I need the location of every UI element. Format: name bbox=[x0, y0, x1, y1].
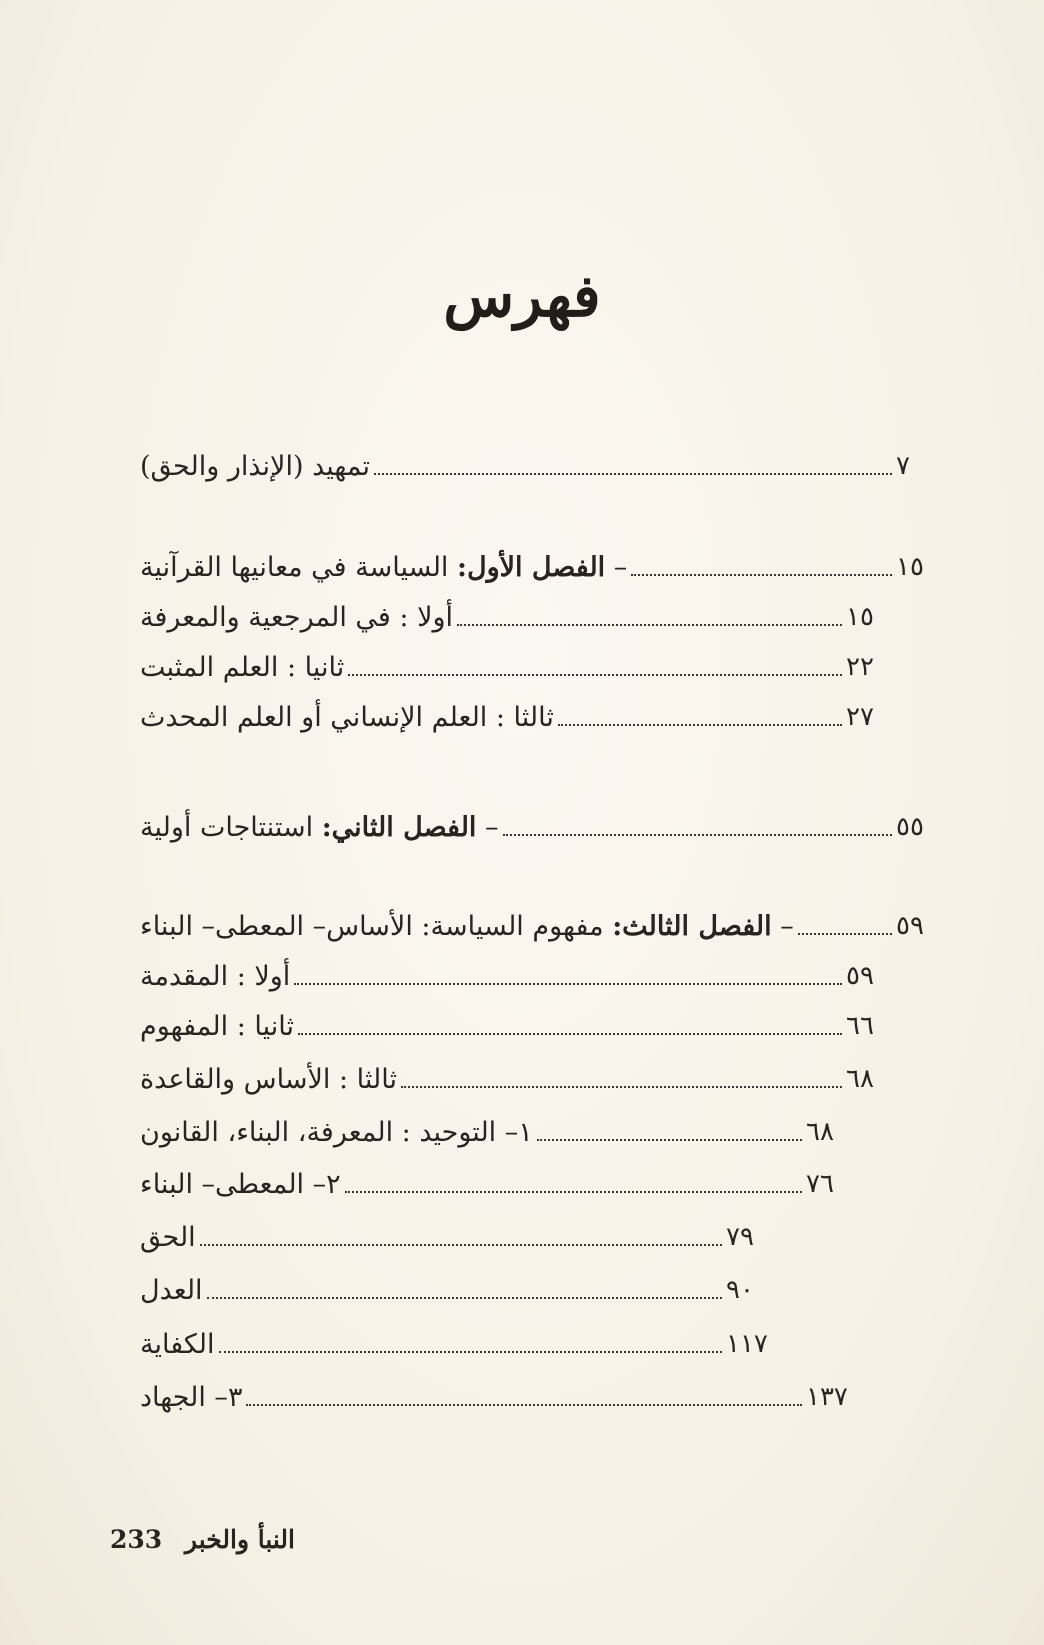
toc-entry-title bbox=[132, 702, 554, 733]
toc-entry-title bbox=[132, 1222, 196, 1253]
toc-entry bbox=[132, 1373, 952, 1421]
toc-page-number: ٢٧ bbox=[846, 702, 874, 732]
toc-entry-dash: – bbox=[771, 910, 794, 942]
toc-entry-title bbox=[132, 1117, 533, 1148]
toc-entry bbox=[132, 1108, 952, 1156]
toc-page-number: ٦٨ bbox=[846, 1064, 874, 1094]
toc-entry-text: استنتاجات أولية bbox=[140, 811, 322, 843]
toc-entry-text: الكفاية bbox=[140, 1328, 215, 1360]
toc-entry-title bbox=[132, 812, 499, 843]
toc-entry-text: مفهوم السياسة: الأساس– المعطى– البناء bbox=[140, 910, 613, 942]
toc-entry-text: ثانيا : العلم المثبت bbox=[140, 651, 345, 683]
toc-entry-title bbox=[132, 1169, 341, 1200]
toc-chapter-label: الفصل الثالث: bbox=[612, 910, 772, 942]
dot-leader bbox=[457, 624, 842, 626]
page-footer bbox=[110, 1525, 295, 1554]
toc-entry-text: أولا : في المرجعية والمعرفة bbox=[140, 601, 454, 633]
toc-entry-dash: – bbox=[605, 551, 628, 583]
toc-entry-title bbox=[132, 1329, 215, 1360]
toc-entry bbox=[132, 902, 952, 950]
toc-page-number: ١١٧ bbox=[726, 1329, 768, 1359]
toc-page-number: ٧ bbox=[896, 451, 910, 481]
toc-page-number: ٥٩ bbox=[846, 961, 874, 991]
dot-leader bbox=[200, 1244, 722, 1246]
toc-entry bbox=[132, 442, 952, 490]
toc-entry-text: ثانيا : المفهوم bbox=[140, 1010, 294, 1042]
toc-entry-text: ثالثا : الأساس والقاعدة bbox=[140, 1063, 397, 1095]
toc-page-number: ٦٨ bbox=[806, 1117, 834, 1147]
toc-entry bbox=[132, 803, 952, 851]
toc-entry-text: تمهيد (الإنذار والحق) bbox=[140, 450, 370, 482]
toc-entry-text: الحق bbox=[140, 1221, 196, 1253]
toc-entry-text: ٢– المعطى– البناء bbox=[140, 1168, 341, 1200]
toc-entry-title bbox=[132, 1382, 242, 1413]
dot-leader bbox=[631, 574, 892, 576]
page-title: فهرس bbox=[443, 262, 601, 330]
toc-page-number: ١٥ bbox=[846, 602, 874, 632]
toc-entry bbox=[132, 952, 952, 1000]
dot-leader bbox=[298, 1033, 842, 1035]
dot-leader bbox=[345, 1191, 802, 1193]
dot-leader bbox=[219, 1351, 722, 1353]
dot-leader bbox=[558, 724, 842, 726]
toc-page-number: ٥٩ bbox=[896, 911, 924, 941]
dot-leader bbox=[294, 983, 842, 985]
toc-entry-text: ٣– الجهاد bbox=[140, 1381, 243, 1413]
toc-entry bbox=[132, 1055, 952, 1103]
toc-entry-text: العدل bbox=[140, 1274, 203, 1306]
dot-leader bbox=[246, 1404, 802, 1406]
toc-page-number: ٢٢ bbox=[846, 652, 874, 682]
toc-page-number: ٧٦ bbox=[806, 1169, 834, 1199]
toc-entry bbox=[132, 1213, 952, 1261]
footer-page-number: 233 bbox=[110, 1525, 163, 1554]
toc-entry bbox=[132, 1002, 952, 1050]
toc-entry-title bbox=[132, 451, 370, 482]
dot-leader bbox=[503, 834, 892, 836]
toc-entry bbox=[132, 1266, 952, 1314]
toc-entry bbox=[132, 643, 952, 691]
toc-entry-title bbox=[132, 961, 290, 992]
toc-chapter-label: الفصل الأول: bbox=[457, 551, 606, 583]
dot-leader bbox=[401, 1086, 842, 1088]
toc-entry-text: أولا : المقدمة bbox=[140, 960, 291, 992]
dot-leader bbox=[537, 1139, 802, 1141]
toc-entry-text: السياسة في معانيها القرآنية bbox=[140, 551, 457, 583]
toc-page-number: ٦٦ bbox=[846, 1011, 874, 1041]
toc-entry-title bbox=[132, 652, 344, 683]
toc-entry-title bbox=[132, 911, 794, 942]
dot-leader bbox=[348, 674, 842, 676]
toc-entry bbox=[132, 1320, 952, 1368]
toc-page-number: ٧٩ bbox=[726, 1222, 754, 1252]
toc-entry bbox=[132, 1160, 952, 1208]
toc-page-number: ٥٥ bbox=[896, 812, 924, 842]
toc-page-number: ١٥ bbox=[896, 552, 924, 582]
toc-entry-dash: – bbox=[476, 811, 499, 843]
dot-leader bbox=[207, 1297, 722, 1299]
toc-entry-title bbox=[132, 552, 627, 583]
toc-entry-title bbox=[132, 602, 453, 633]
toc-entry bbox=[132, 543, 952, 591]
toc-entry bbox=[132, 593, 952, 641]
dot-leader bbox=[798, 933, 892, 935]
toc-entry-title bbox=[132, 1064, 397, 1095]
toc-entry-title bbox=[132, 1011, 294, 1042]
toc-entry bbox=[132, 693, 952, 741]
toc-page-number: ٩٠ bbox=[726, 1275, 754, 1305]
dot-leader bbox=[374, 473, 892, 475]
toc-chapter-label: الفصل الثاني: bbox=[321, 811, 477, 843]
toc-entry-title bbox=[132, 1275, 203, 1306]
toc-entry-text: ١– التوحيد : المعرفة، البناء، القانون bbox=[140, 1116, 533, 1148]
toc-entry-text: ثالثا : العلم الإنساني أو العلم المحدث bbox=[140, 701, 554, 733]
toc-page-number: ١٣٧ bbox=[806, 1382, 848, 1412]
footer-book-title: النبأ والخبر bbox=[184, 1525, 295, 1554]
